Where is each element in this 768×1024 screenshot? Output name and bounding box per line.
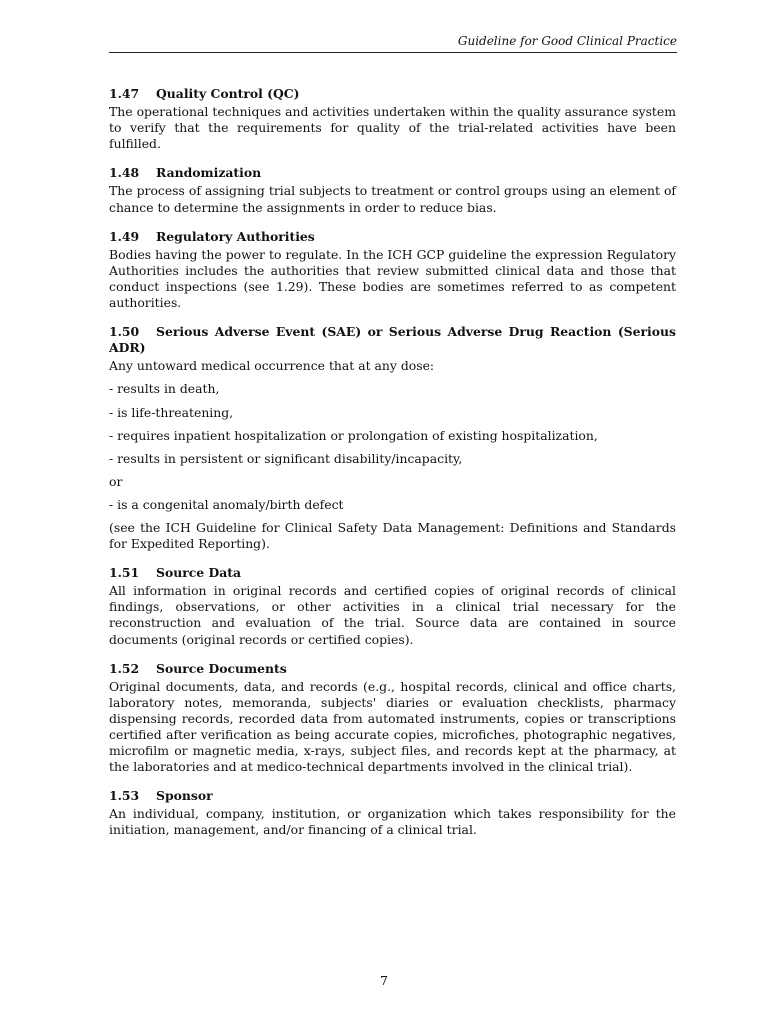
- section-body: Original documents, data, and records (e.g., hospital records, clinical and office charts, laboratory notes, memoranda, subjects' diaries or evaluation checklists, pharmacy dispensing records, recorded data from automated instruments, copies or transcriptions certified after verification as being accurate copies, microfiches, photographic negatives, microfilm or magnetic media, x-rays, subject files, and records kept at the pharmacy, at the laboratories and at medico-technical departments involved in the clinical trial).: [109, 678, 676, 775]
- section-title: Source Data: [156, 565, 242, 581]
- section-heading: [109, 788, 676, 804]
- section-number: 1.53: [109, 788, 140, 804]
- section-title: Serious Adverse Event (SAE) or Serious Adverse Drug Reaction (Serious ADR): [109, 324, 676, 356]
- section-number: 1.50: [109, 324, 140, 340]
- section-number: 1.48: [109, 165, 140, 181]
- section-heading: [109, 229, 676, 245]
- section-title: Sponsor: [156, 788, 213, 804]
- section-body: The operational techniques and activities undertaken within the quality assurance system to verify that the requirements for quality of the trial-related activities have been fulfilled.: [109, 104, 676, 152]
- section-body: The process of assigning trial subjects to treatment or control groups using an element of chance to determine the assignments in order to reduce bias.: [109, 183, 676, 215]
- section-number: 1.49: [109, 228, 140, 244]
- section-heading: [109, 324, 676, 356]
- section-number: 1.51: [109, 565, 140, 581]
- section-1-48: [109, 165, 676, 215]
- section-1-49: [109, 229, 676, 311]
- section-body: An individual, company, institution, or organization which takes responsibility for the initiation, management, and/or financing of a clinical trial.: [109, 806, 676, 838]
- list-item: - results in persistent or significant disability/incapacity,: [109, 450, 463, 466]
- section-note: (see the ICH Guideline for Clinical Safety Data Management: Definitions and Standards for Expedited Reporting).: [109, 519, 676, 552]
- section-number: 1.52: [109, 660, 140, 676]
- document-body: [109, 86, 676, 839]
- running-title: Guideline for Good Clinical Practice: [457, 34, 677, 48]
- list-item: or: [109, 473, 123, 489]
- section-1-47: [109, 86, 676, 152]
- section-body: Bodies having the power to regulate. In the ICH GCP guideline the expression Regulatory Authorities includes the authorities that review submitted clinical data and those that conduct inspections (see 1.29). These bodies are sometimes referred to as competent authorities.: [109, 246, 676, 311]
- section-1-53: [109, 788, 676, 838]
- section-title: Randomization: [156, 165, 262, 181]
- section-heading: [109, 565, 676, 581]
- list-item: - is life-threatening,: [109, 404, 234, 420]
- list-item: - requires inpatient hospitalization or prolongation of existing hospitalization,: [109, 427, 598, 443]
- section-title: Quality Control (QC): [156, 86, 300, 101]
- list-item: - results in death,: [109, 381, 220, 397]
- page-number: 7: [380, 973, 388, 988]
- section-heading: [109, 165, 676, 181]
- section-intro: Any untoward medical occurrence that at any dose:: [109, 358, 435, 374]
- list-item: - is a congenital anomaly/birth defect: [109, 496, 344, 512]
- section-1-51: [109, 565, 676, 647]
- section-heading: [109, 86, 676, 102]
- section-heading: [109, 661, 676, 677]
- section-title: Regulatory Authorities: [156, 228, 315, 244]
- section-1-50: [109, 324, 676, 552]
- section-title: Source Documents: [156, 660, 287, 676]
- running-header: [109, 34, 677, 53]
- section-number: 1.47: [109, 86, 140, 101]
- section-1-52: [109, 661, 676, 776]
- section-body: All information in original records and certified copies of original records of clinical findings, observations, or other activities in a clinical trial necessary for the reconstruction and evaluation of the trial. Source data are contained in source documents (original records or certified copies).: [109, 583, 676, 647]
